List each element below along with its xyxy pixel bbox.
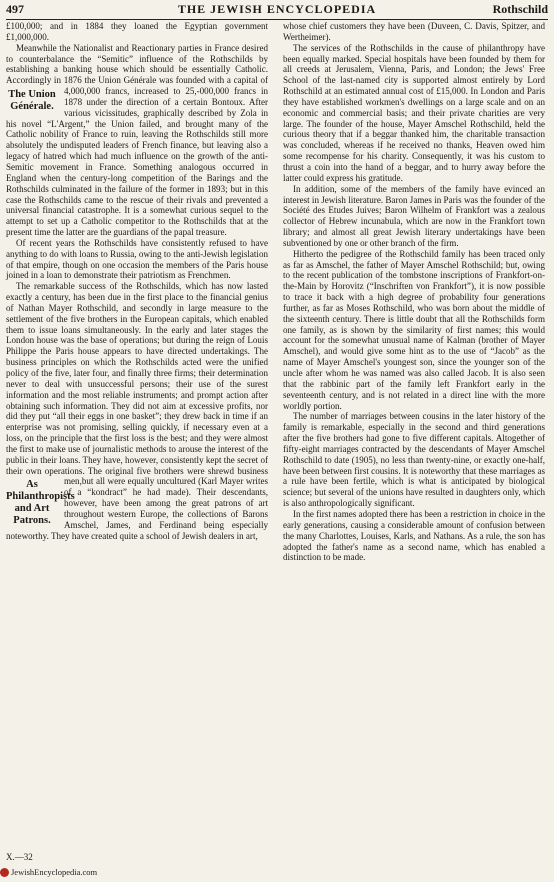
header-rule xyxy=(6,19,548,20)
paragraph: The services of the Rothschilds in the cause of philanthropy have been equally marked. Special hospitals have been founded by them for all creeds at Jerusalem, Vienna, Paris, and London; the Jews' Free School of the last-named city is supported almost entirely by Lord Rothschild at an estimated annual cost of £15,000. In London and Paris they have established workmen's dwellings on a large scale and on an economic and commercial basis; and their private charities are very large. The founder of the house, Mayer Amschel Rothschild, held the curious theory that if a beggar thanked him, the charitable transaction was concluded, whereas if he received no thanks, Heaven owed him some recompense for his charity. Consequently, it was his custom to thrust a coin into the hand of a beggar, and to hurry away before the latter could express his gratitude. xyxy=(283,42,545,183)
globe-icon xyxy=(0,868,9,877)
side-heading-union-generale: The Union Générale. xyxy=(8,89,56,113)
paragraph: The number of marriages between cousins in the later history of the family is remarkable, especially in the second and third generations after the five brothers had gone to five different capitals. Altogether of fifty-eight marriages contracted by the descendants of Mayer Amschel Rothschild to date (1905), no less than twenty-nine, or exactly one-half, have been between first cousins. It is noteworthy that these marriages as a rule have been fertile, which is what is anticipated by biological science; but several of the unions have resulted in daughters only, which is also anthropologically significant. xyxy=(283,411,545,509)
paragraph: In the first names adopted there has been a restriction in choice in the early generations, causing a considerable amount of confusion between the many Charlottes, Louises, Karls, and Nathans. As a rule, the son has adopted the father's name as a second name, which has enabled a distinction to be made. xyxy=(283,508,545,563)
paragraph: whose chief customers they have been (Duveen, C. Davis, Spitzer, and Wertheimer). xyxy=(283,21,545,42)
paragraph-text: The remarkable success of the Rothschilds, which has now lasted exactly a century, has been due in the first place to the financial genius of Nathan Mayer Rothschild, and secondly in large measure to the settlement of the five brothers in the European capitals, which enabled them to issue loans simultaneously. In the early and later stages the London house was the base of operations; but during the reign of Louis Philippe the Paris house appears to have directed undertakings. The business principles on which the Rothschilds acted were the unified policy of the five, later four, and finally three firms; their determination never to deal with unsuccessful persons; their use of the surest information and the most reliable instruments; and prompt action after obtaining such information. They did not aim at excessive profits, nor did they put “all their eggs in one basket”; they drew back in time if an enterprise was not promising, selling quickly, if necessary even at a loss, on the principle that the first loss is the best; and they were almost the first to make use of journalistic methods to arouse the interest of the public in their loans. They have, however, consistently kept the secret of their own operations. The original five brothers were shrewd business men, xyxy=(6,281,268,487)
paragraph xyxy=(6,281,268,541)
paragraph xyxy=(6,43,268,238)
page-title: THE JEWISH ENCYCLOPEDIA xyxy=(177,2,377,16)
footer-link[interactable] xyxy=(0,867,97,877)
paragraph: Of recent years the Rothschilds have consistently refused to have anything to do with loans to Russia, owing to the anti-Jewish legislation of that empire, though on one occasion the members of the Paris house joined in a loan to demonstrate their patriotism as Frenchmen. xyxy=(6,237,268,281)
side-heading-philanthropists: As Philanthropists and Art Patrons. xyxy=(6,479,75,527)
paragraph: Hitherto the pedigree of the Rothschild family has been traced only as far as Amschel, the father of Mayer Amschel Rothschild; but, owing to the recent publication of the tombstone inscriptions of Frankfort-on-the-Main by Horovitz (“Inschriften von Frankfort”), it is now possible to trace it back with a high degree of probability four generations further, as far as Moses Rothschild, who was born about the middle of the sixteenth century. There is little doubt that all the Rothschilds form one family, as is shown by the similarity of first names; this would account for the somewhat unusual name of Kalman (brother of Mayer Amschel), and would give some hint as to the use of “Jacob” as the name of Mayer Amschel's youngest son, since the younger son of the uncle after whom he was named was also called Jacob. It is also seen that the rabbinic part of the family left Frankfort early in the seventeenth century, and is not related in a direct line with the more worldly portion. xyxy=(283,248,545,411)
right-column xyxy=(283,21,545,563)
paragraph-text: Meanwhile the Nationalist and Reactionary parties in France desired to counterbalance the “Semitic” influence of the Rothschilds by establishing a banking house which should be essentially Catholic. Accordingly in 1876 the Union Générale was founded with a capital of 4,000,000 francs, increased to 25,- xyxy=(6,42,268,97)
footer-url-text: JewishEncyclopedia.com xyxy=(11,867,98,877)
paragraph: In addition, some of the members of the family have evinced an interest in Jewish literature. Baron James in Paris was the founder of the Société des Etudes Juives; Baron Wilhelm of Frankfort was a zealous collector of Hebrew incunabula, which are now in the Frankfort town library; and almost all great Jewish literary undertakings have been subventioned by one or other branch of the firm. xyxy=(283,183,545,248)
guide-word: Rothschild xyxy=(492,2,548,16)
signature-mark: X.—32 xyxy=(6,852,33,862)
paragraph-text: 000,000 francs in 1878 under the direction of a certain Bontoux. After various vicissitudes, graphically described by Zola in his novel “L'Argent,” the Union failed, and brought many of the Catholic nobility of France to ruin, leaving the Rothschilds still more absolutely the undisputed leaders of French finance, but leaving also a legacy of hatred which had much influence on the growth of the anti-Semitic movement in France. Something analogous occurred in England when the century-long competition of the Barings and the Rothschilds culminated in the failure of the former in 1893; but in this case the Rothschilds came to the rescue of their rivals and prevented a universal financial catastrophe. It is a somewhat curious sequel to the attempt to set up a Catholic competitor to the Rothschilds that at the present time the latter are the guardians of the papal treasure. xyxy=(6,86,268,238)
paragraph: £100,000; and in 1884 they loaned the Egyptian government £1,000,000. xyxy=(6,21,268,42)
left-column xyxy=(6,21,268,542)
page-number: 497 xyxy=(6,2,24,16)
paragraph-text: but all were equally uncultured (Karl Mayer writes of a “kondract” he had made). Their descendants, however, have been among the great patrons of art throughout western Europe, the collections of Barons Amschel, James, and Ferdinand being especially noteworthy. They have created quite a school of Jewish dealers in art, xyxy=(6,476,268,541)
running-header xyxy=(6,2,548,18)
